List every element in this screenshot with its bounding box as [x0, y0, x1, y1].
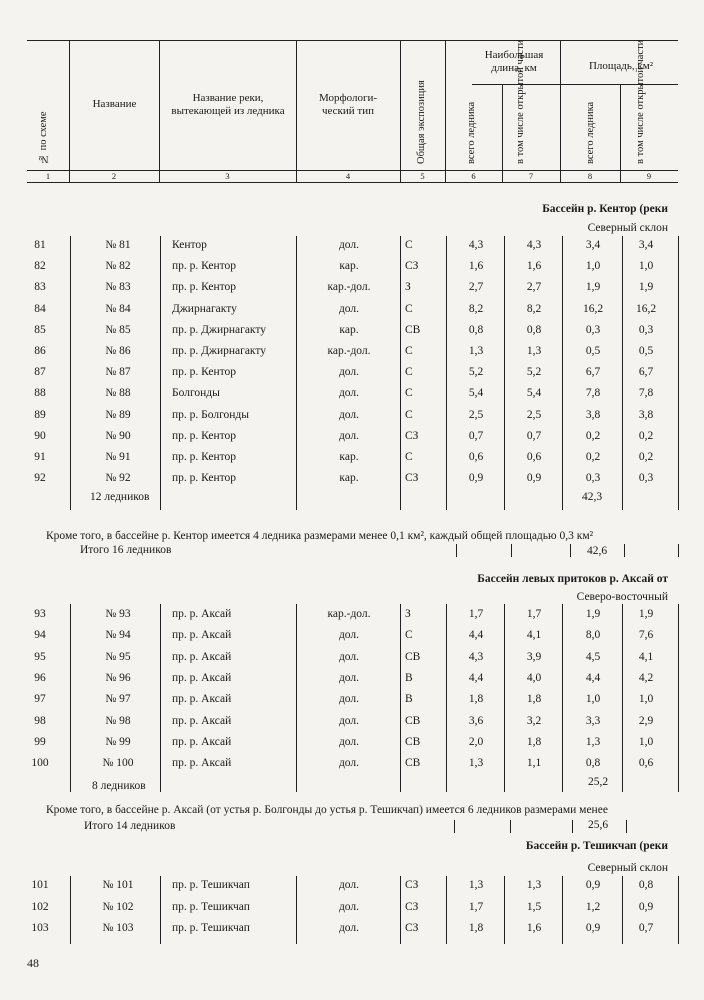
table-cell: С	[405, 302, 413, 315]
table-cell: 5,2	[468, 366, 484, 379]
table-cell: № 91	[105, 451, 131, 463]
col-number: 9	[646, 171, 652, 181]
section-title: Бассейн р. Тешикчап (реки	[525, 840, 668, 852]
table-cell: № 99	[105, 735, 131, 748]
table-cell: 89	[34, 408, 46, 421]
note-text: Кроме того, в бассейне р. Аксай (от устья р. Болгонды до устья р. Тешикчап) имеется 6 ледников размерами менее	[46, 804, 608, 816]
table-cell: 1,0	[585, 260, 601, 273]
header-area: Площадь, км²	[588, 60, 653, 72]
table-cell: 0,8	[638, 879, 654, 891]
table-cell: № 81	[105, 239, 131, 251]
table-cell: 7,8	[638, 387, 654, 400]
table-cell: 4,0	[526, 671, 542, 684]
table-cell: С	[405, 239, 413, 251]
table-cell: № 100	[102, 757, 134, 770]
table-cell: 3,6	[468, 714, 484, 727]
table-cell: пр. р. Кентор	[172, 429, 237, 442]
table-cell: 1,3	[585, 735, 601, 748]
table-cell: дол.	[338, 900, 360, 913]
table-cell: 1,8	[468, 922, 484, 934]
table-cell: СВ	[405, 714, 421, 727]
table-cell: 0,3	[638, 323, 654, 336]
table-cell: 2,7	[468, 281, 484, 294]
table-cell: 0,5	[585, 345, 601, 357]
table-cell: дол.	[338, 629, 360, 642]
table-cell: 8,0	[585, 629, 601, 642]
table-cell: 100	[31, 757, 49, 770]
table-cell: В	[405, 693, 413, 706]
table-cell: 0,7	[526, 429, 542, 442]
table-cell: пр. р. Аксай	[172, 671, 232, 684]
table-cell: 0,9	[468, 472, 484, 485]
table-cell: дол.	[338, 387, 360, 400]
table-cell: 87	[34, 366, 46, 379]
table-cell: № 85	[105, 323, 131, 336]
table-cell: СЗ	[405, 922, 419, 934]
section-subtitle: Северо-восточный	[576, 591, 668, 603]
table-cell: дол.	[338, 366, 360, 379]
table-cell: 0,9	[585, 922, 601, 934]
table-cell: № 92	[105, 472, 131, 485]
table-cell: 1,3	[526, 879, 542, 891]
table-cell: дол.	[338, 650, 360, 663]
section-title: Бассейн р. Кентор (реки	[542, 203, 668, 215]
table-cell: СЗ	[405, 472, 419, 485]
table-cell: 96	[34, 671, 46, 684]
table-cell: 0,3	[585, 472, 601, 485]
col-number: 4	[345, 171, 351, 181]
table-cell: 1,2	[585, 900, 601, 913]
table-cell: 1,0	[638, 693, 654, 706]
table-cell: пр. р. Аксай	[172, 650, 232, 663]
table-cell: В	[405, 671, 413, 684]
table-cell: кар.-дол.	[327, 281, 371, 294]
table-cell: № 97	[105, 693, 131, 706]
count-label: 12 ледников	[90, 491, 150, 503]
table-cell: 0,2	[638, 429, 654, 442]
table-cell: дол.	[338, 671, 360, 684]
table-cell: 7,8	[585, 387, 601, 400]
table-cell: 4,4	[468, 671, 484, 684]
table-cell: дол.	[338, 429, 360, 442]
table-cell: 16,2	[635, 302, 657, 315]
table-cell: 4,1	[526, 629, 542, 642]
table-cell: 4,4	[585, 671, 601, 684]
table-cell: 2,9	[638, 714, 654, 727]
total-label: Итого 14 ледников	[84, 820, 176, 832]
table-cell: пр. р. Тешикчап	[172, 900, 250, 913]
table-cell: Болгонды	[172, 387, 220, 400]
table-cell: С	[405, 629, 413, 642]
col-number: 5	[420, 171, 425, 181]
table-cell: пр. р. Болгонды	[172, 408, 250, 421]
table-cell: Джирнагакту	[172, 302, 237, 315]
total-area: 25,6	[587, 819, 609, 831]
table-cell: 0,8	[468, 323, 484, 336]
table-cell: 3,8	[585, 408, 601, 421]
table-cell: пр. р. Кентор	[172, 472, 237, 485]
table-cell: З	[405, 281, 411, 294]
table-cell: 0,6	[526, 451, 542, 463]
table-cell: 4,5	[585, 650, 601, 663]
table-cell: пр. р. Кентор	[172, 451, 237, 463]
table-cell: СЗ	[405, 260, 419, 273]
table-cell: 2,0	[468, 735, 484, 748]
count-area: 42,3	[581, 491, 603, 503]
table-cell: № 96	[105, 671, 131, 684]
page-number: 48	[27, 956, 39, 970]
table-cell: 1,3	[468, 879, 484, 891]
table-cell: С	[405, 451, 413, 463]
table-cell: 0,5	[638, 345, 654, 357]
table-cell: № 89	[105, 408, 131, 421]
table-cell: СВ	[405, 323, 421, 336]
table-cell: 1,0	[585, 693, 601, 706]
table-cell: № 94	[105, 629, 131, 642]
table-cell: 0,2	[638, 451, 654, 463]
table-cell: 3,2	[526, 714, 542, 727]
table-cell: С	[405, 366, 413, 379]
table-cell: кар.	[339, 260, 359, 273]
table-cell: С	[405, 345, 413, 357]
header-area-open: в том числе открытой части	[635, 39, 646, 164]
table-cell: С	[405, 387, 413, 400]
table-cell: 95	[34, 650, 46, 663]
table-cell: 1,8	[526, 693, 542, 706]
header-morph-type: Морфологи-ческий тип	[318, 92, 378, 117]
header-exposure: Общая экспозиция	[416, 80, 427, 164]
table-cell: 0,8	[526, 323, 542, 336]
table-cell: 16,2	[582, 302, 604, 315]
table-cell: 1,8	[526, 735, 542, 748]
table-cell: 81	[34, 239, 46, 251]
table-cell: 97	[34, 693, 46, 706]
col-number: 3	[225, 171, 230, 181]
table-cell: 4,3	[526, 239, 542, 251]
table-cell: 85	[34, 323, 46, 336]
table-cell: пр. р. Аксай	[172, 714, 232, 727]
header-river: Название реки, вытекающей из ледника	[171, 92, 285, 117]
table-cell: № 98	[105, 714, 131, 727]
table-cell: кар.	[339, 451, 359, 463]
col-number: 8	[587, 171, 593, 181]
table-cell: пр. р. Кентор	[172, 281, 237, 294]
table-cell: дол.	[338, 302, 360, 315]
table-cell: № 103	[102, 922, 134, 934]
col-number: 6	[471, 171, 476, 181]
table-cell: № 93	[105, 608, 131, 620]
table-cell: 5,4	[468, 387, 484, 400]
table-cell: 8,2	[468, 302, 484, 315]
header-length-total: всего ледника	[466, 101, 477, 164]
table-cell: 0,9	[638, 900, 654, 913]
table-cell: кар.-дол.	[327, 608, 371, 620]
section-subtitle: Северный склон	[587, 862, 668, 874]
table-cell: дол.	[338, 693, 360, 706]
table-cell: № 95	[105, 650, 131, 663]
table-cell: 99	[34, 735, 46, 748]
table-cell: 4,3	[468, 650, 484, 663]
table-cell: 1,9	[638, 281, 654, 294]
table-cell: 1,9	[585, 608, 601, 620]
total-label: Итого 16 ледников	[80, 544, 172, 556]
table-cell: пр. р. Аксай	[172, 757, 232, 770]
table-cell: 1,9	[638, 608, 654, 620]
table-cell: 2,5	[526, 408, 542, 421]
table-cell: 2,7	[526, 281, 542, 294]
table-cell: 3,9	[526, 650, 542, 663]
table-cell: 7,6	[638, 629, 654, 642]
table-cell: 1,7	[526, 608, 542, 620]
table-cell: 1,7	[468, 900, 484, 913]
table-cell: СВ	[405, 757, 421, 770]
table-cell: 3,8	[638, 408, 654, 421]
table-cell: № 88	[105, 387, 131, 400]
table-cell: пр. р. Аксай	[172, 629, 232, 642]
table-cell: № 101	[102, 879, 134, 891]
table-cell: 3,4	[638, 239, 654, 251]
table-cell: 93	[34, 608, 46, 620]
header-length-open: в том числе открытой части	[515, 39, 526, 164]
table-cell: 0,8	[585, 757, 601, 770]
total-area: 42,6	[586, 545, 608, 557]
table-cell: 0,2	[585, 429, 601, 442]
table-cell: дол.	[338, 757, 360, 770]
table-cell: пр. р. Кентор	[172, 260, 237, 273]
table-cell: 86	[34, 345, 46, 357]
table-cell: СЗ	[405, 879, 419, 891]
table-cell: 1,7	[468, 608, 484, 620]
header-max-length: Наибольшая длина, км	[484, 49, 544, 74]
table-cell: дол.	[338, 714, 360, 727]
table-cell: № 90	[105, 429, 131, 442]
header-scheme-number: № по схеме	[38, 111, 49, 164]
table-cell: кар.-дол.	[327, 345, 371, 357]
table-cell: Кентор	[172, 239, 207, 251]
table-cell: СЗ	[405, 900, 419, 913]
table-cell: пр. р. Джирнагакту	[172, 345, 266, 357]
table-cell: пр. р. Аксай	[172, 735, 232, 748]
table-cell: 1,0	[638, 260, 654, 273]
table-cell: 1,3	[468, 345, 484, 357]
table-cell: 0,7	[638, 922, 654, 934]
table-cell: 4,1	[638, 650, 654, 663]
table-cell: 98	[34, 714, 46, 727]
table-cell: 101	[31, 879, 49, 891]
table-cell: 1,6	[526, 922, 542, 934]
table-cell: пр. р. Тешикчап	[172, 879, 250, 891]
table-cell: № 102	[102, 900, 134, 913]
table-cell: СВ	[405, 650, 421, 663]
col-number: 2	[111, 171, 117, 181]
table-cell: 4,4	[468, 629, 484, 642]
table-cell: 83	[34, 281, 46, 294]
table-cell: пр. р. Тешикчап	[172, 922, 250, 934]
table-cell: дол.	[338, 239, 360, 251]
count-area: 25,2	[587, 776, 609, 788]
table-cell: 3,3	[585, 714, 601, 727]
table-cell: СЗ	[405, 429, 419, 442]
table-cell: 1,3	[468, 757, 484, 770]
table-cell: 0,3	[638, 472, 654, 485]
table-cell: 0,3	[585, 323, 601, 336]
table-cell: 3,4	[585, 239, 601, 251]
col-number: 1	[45, 171, 51, 181]
table-cell: 0,6	[638, 757, 654, 770]
table-cell: 1,3	[526, 345, 542, 357]
table-cell: 84	[34, 302, 46, 315]
table-cell: кар.	[339, 472, 359, 485]
table-cell: № 87	[105, 366, 131, 379]
table-cell: 82	[34, 260, 46, 273]
table-cell: 88	[34, 387, 46, 400]
table-cell: дол.	[338, 922, 360, 934]
table-cell: 92	[34, 472, 46, 485]
table-cell: 94	[34, 629, 46, 642]
count-label: 8 ледников	[92, 780, 146, 792]
section-title: Бассейн левых притоков р. Аксай от	[477, 573, 668, 585]
table-cell: 6,7	[638, 366, 654, 379]
table-cell: 8,2	[526, 302, 542, 315]
table-cell: З	[405, 608, 411, 620]
table-cell: 5,2	[526, 366, 542, 379]
table-cell: № 84	[105, 302, 131, 315]
table-cell: 103	[31, 922, 49, 934]
table-cell: 0,6	[468, 451, 484, 463]
table-cell: пр. р. Джирнагакту	[172, 323, 266, 336]
table-cell: 1,9	[585, 281, 601, 294]
table-cell: СВ	[405, 735, 421, 748]
table-cell: 91	[34, 451, 46, 463]
table-cell: № 83	[105, 281, 131, 294]
table-cell: дол.	[338, 879, 360, 891]
table-cell: 4,3	[468, 239, 484, 251]
table-cell: 90	[34, 429, 46, 442]
table-cell: дол.	[338, 735, 360, 748]
table-cell: 0,9	[526, 472, 542, 485]
table-cell: 1,6	[468, 260, 484, 273]
table-cell: кар.	[339, 323, 359, 336]
table-cell: 4,2	[638, 671, 654, 684]
table-cell: 1,0	[638, 735, 654, 748]
col-number: 7	[528, 171, 534, 181]
table-cell: 0,9	[585, 879, 601, 891]
table-cell: пр. р. Аксай	[172, 608, 232, 620]
table-cell: пр. р. Аксай	[172, 693, 232, 706]
table-cell: 1,8	[468, 693, 484, 706]
table-cell: 1,6	[526, 260, 542, 273]
table-cell: 1,1	[526, 757, 542, 770]
table-cell: 1,5	[526, 900, 542, 913]
table-cell: № 82	[105, 260, 131, 273]
table-cell: № 86	[105, 345, 131, 357]
table-cell: 6,7	[585, 366, 601, 379]
table-cell: 0,7	[468, 429, 484, 442]
header-name: Название	[92, 98, 137, 110]
table-cell: 5,4	[526, 387, 542, 400]
table-cell: 102	[31, 900, 49, 913]
table-cell: дол.	[338, 408, 360, 421]
header-area-total: всего ледника	[585, 101, 596, 164]
table-cell: пр. р. Кентор	[172, 366, 237, 379]
table-cell: 0,2	[585, 451, 601, 463]
section-subtitle: Северный склон	[587, 222, 668, 234]
note-text: Кроме того, в бассейне р. Кентор имеется 4 ледника размерами менее 0,1 км², каждый общей площадью 0,3 км²	[46, 530, 594, 542]
table-cell: С	[405, 408, 413, 421]
table-cell: 2,5	[468, 408, 484, 421]
